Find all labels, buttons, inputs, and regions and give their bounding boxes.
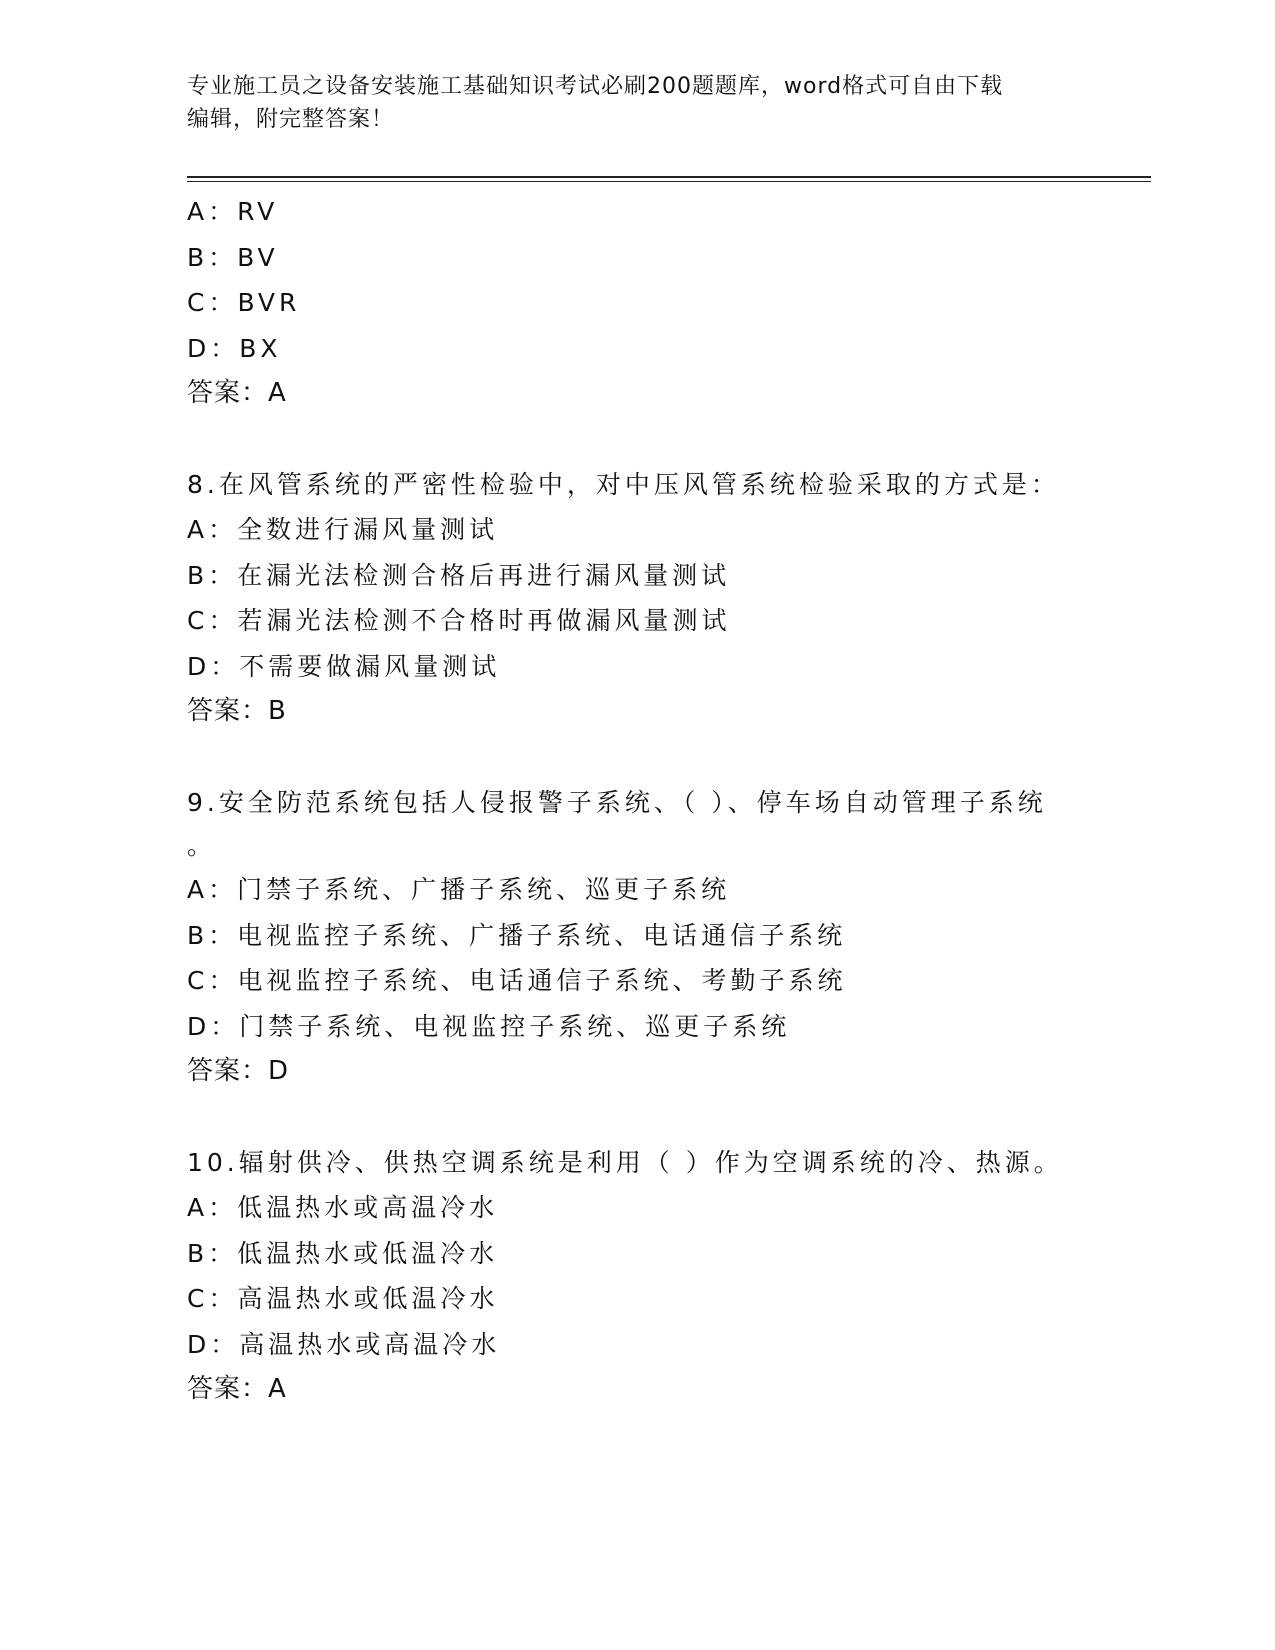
option-c: C：若漏光法检测不合格时再做漏风量测试 xyxy=(187,606,731,635)
question-9-block xyxy=(187,780,1087,1095)
document-header xyxy=(187,70,1067,136)
option-d: D：门禁子系统、电视监控子系统、巡更子系统 xyxy=(187,1011,791,1041)
option-b: B：在漏光法检测合格后再进行漏风量测试 xyxy=(187,560,731,590)
option-a: A：低温热水或高温冷水 xyxy=(187,1193,499,1222)
header-line-2: 编辑，附完整答案！ xyxy=(187,107,395,132)
question-7-block xyxy=(187,189,1087,417)
option-d: D：高温热水或高温冷水 xyxy=(187,1329,501,1359)
answer-text: 答案：B xyxy=(187,696,287,726)
header-divider-thick xyxy=(187,176,1151,178)
option-d: D：BX xyxy=(187,333,282,363)
option-a: A：RV xyxy=(187,197,279,226)
header-divider-thin xyxy=(187,181,1151,182)
answer-text: 答案：A xyxy=(187,1374,287,1404)
option-c: C：高温热水或低温冷水 xyxy=(187,1284,499,1313)
option-b: B：BV xyxy=(187,242,279,272)
question-text: 8.在风管系统的严密性检验中，对中压风管系统检验采取的方式是： xyxy=(187,469,1060,499)
question-8-block xyxy=(187,462,1087,735)
option-c: C：BVR xyxy=(187,288,301,317)
header-line-1: 专业施工员之设备安装施工基础知识考试必刷200题题库，word格式可自由下载 xyxy=(187,74,1004,99)
option-d: D：不需要做漏风量测试 xyxy=(187,651,501,681)
question-text: 10.辐射供冷、供热空调系统是利用（ ）作为空调系统的冷、热源。 xyxy=(187,1147,1063,1177)
option-b: B：低温热水或低温冷水 xyxy=(187,1238,499,1268)
option-a: A：全数进行漏风量测试 xyxy=(187,515,499,544)
question-text: 9.安全防范系统包括人侵报警子系统、（ ）、停车场自动管理子系统 xyxy=(187,787,1047,817)
option-b: B：电视监控子系统、广播子系统、电话通信子系统 xyxy=(187,920,847,950)
option-a: A：门禁子系统、广播子系统、巡更子系统 xyxy=(187,875,731,904)
question-text-continuation: 。 xyxy=(187,831,217,860)
question-10-block xyxy=(187,1140,1087,1413)
answer-text: 答案：D xyxy=(187,1056,290,1086)
answer-text: 答案：A xyxy=(187,378,287,408)
question-list xyxy=(187,189,1087,1413)
option-c: C：电视监控子系统、电话通信子系统、考勤子系统 xyxy=(187,966,847,995)
